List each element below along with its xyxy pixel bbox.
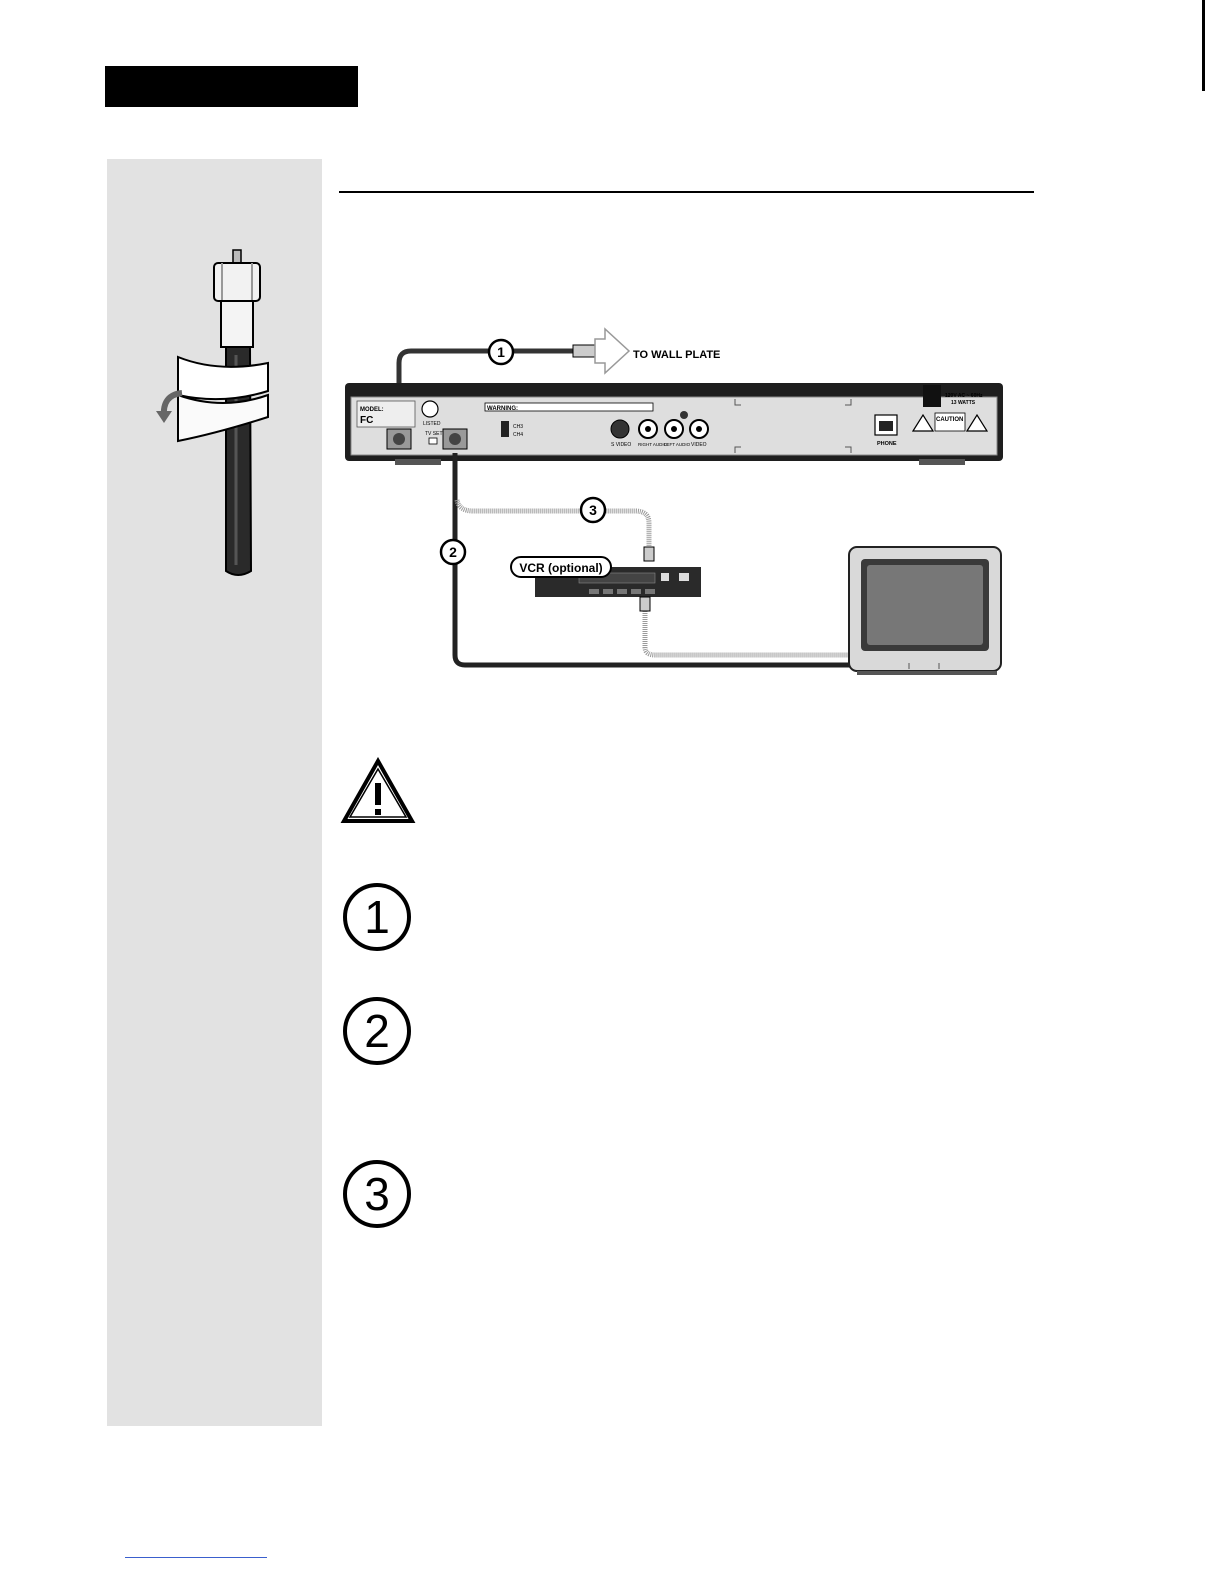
to-wall-plate-label: TO WALL PLATE — [633, 349, 721, 361]
section-title-rule — [339, 191, 1034, 193]
step-badge-3-number: 3 — [589, 502, 597, 518]
panel-ch4-label: CH4 — [513, 432, 524, 438]
panel-left-audio-label: LEFT AUDIO — [664, 442, 691, 447]
panel-right-audio-label: RIGHT AUDIO — [638, 442, 668, 447]
page-edge-rule — [1202, 0, 1205, 91]
step-badge-2-number: 2 — [449, 544, 457, 560]
panel-wattage-label: 13 WATTS — [951, 400, 976, 406]
circled-three-icon — [341, 1158, 413, 1230]
panel-fc-label: FC — [360, 415, 374, 426]
step-1-number: 1 — [364, 891, 390, 943]
circled-one-icon — [341, 881, 413, 953]
panel-phone-label: PHONE — [877, 441, 897, 447]
vcr-optional-label: VCR (optional) — [519, 561, 603, 575]
panel-model-label: MODEL: — [360, 407, 384, 413]
panel-caution-label: CAUTION — [936, 417, 964, 423]
step-2-number: 2 — [364, 1005, 390, 1057]
connection-diagram — [339, 325, 1039, 685]
panel-listed-label: LISTED — [423, 421, 441, 427]
warning-icon — [340, 757, 416, 825]
circled-two-icon — [341, 995, 413, 1067]
panel-warning-label: WARNING: — [487, 406, 518, 412]
panel-power-rating-label: 120V AC ~ 60Hz — [945, 393, 983, 399]
coax-cable-tape-illustration — [148, 245, 278, 580]
panel-video-label: VIDEO — [691, 442, 707, 448]
footer-link-underline[interactable] — [125, 1556, 267, 1558]
panel-tv-set-label: TV SET — [425, 431, 443, 437]
step-3-number: 3 — [364, 1168, 390, 1220]
panel-ch3-label: CH3 — [513, 424, 524, 430]
section-header-bar — [105, 66, 358, 107]
panel-s-video-label: S VIDEO — [611, 442, 632, 448]
step-badge-1-number: 1 — [497, 344, 505, 360]
